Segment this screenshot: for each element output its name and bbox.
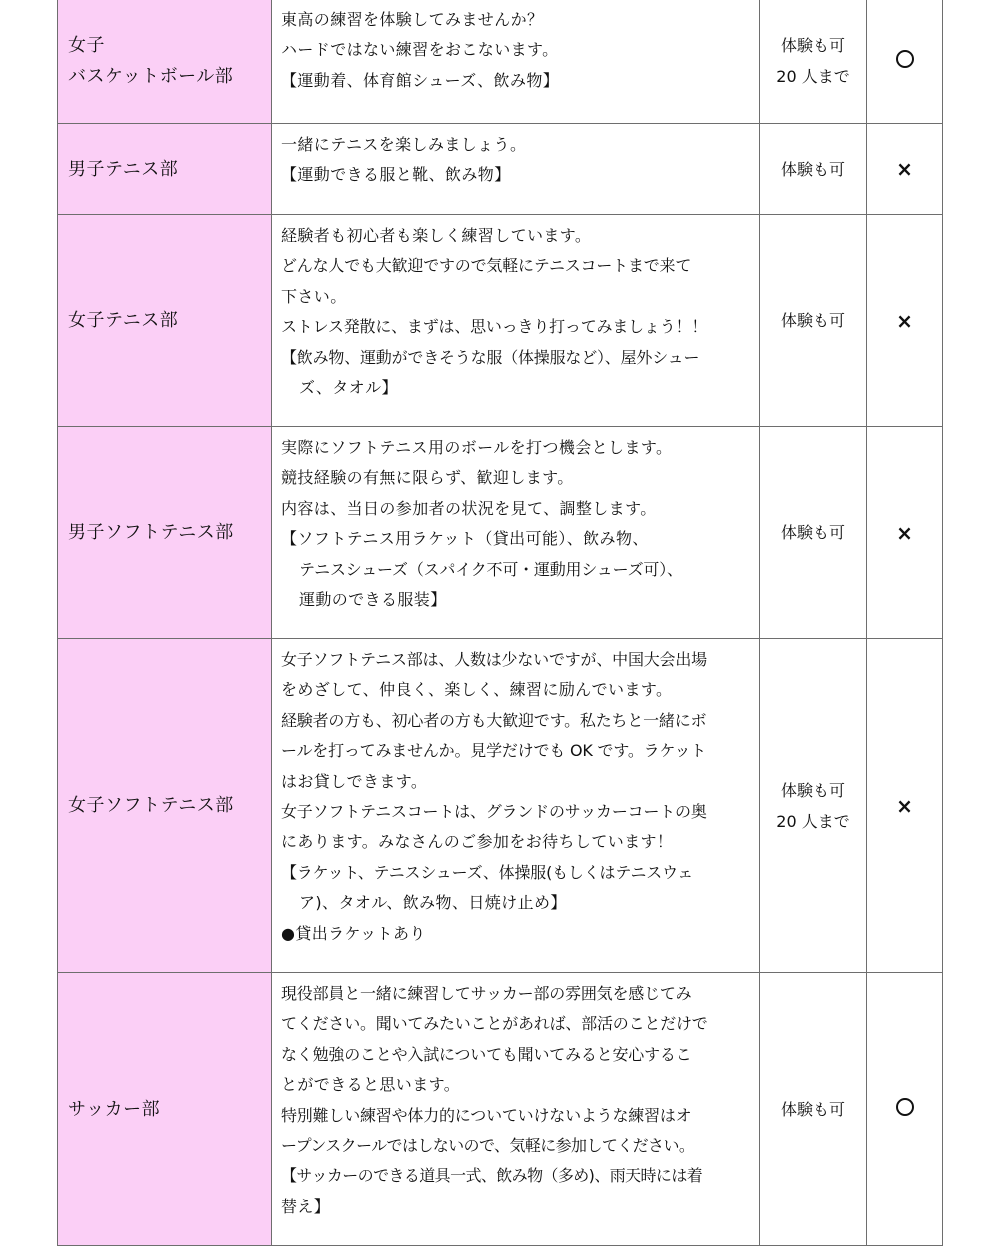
description-line: 【飲み物、運動ができそうな服（体操服など）、屋外シュー	[281, 347, 700, 367]
description-line: ●貸出ラケットあり	[281, 923, 426, 943]
participation-note: 体験も可	[780, 780, 845, 800]
circle-mark-icon	[896, 50, 914, 68]
description-line: なく勉強のことや入試についても聞いてみると安心するこ	[281, 1044, 692, 1064]
club-description-cell	[272, 639, 760, 973]
participation-note: 体験も可	[780, 1099, 845, 1119]
participation-note: 体験も可	[780, 159, 845, 179]
description-line: 一緒にテニスを楽しみましょう。	[281, 135, 527, 154]
participation-note-cell	[760, 215, 867, 427]
club-table	[57, 0, 943, 1246]
description-line: ハードではない練習をおこないます。	[281, 40, 559, 60]
description-line: ズ、タオル】	[299, 378, 398, 398]
description-line: てください。聞いてみたいことがあれば、部活のことだけで	[281, 1014, 708, 1034]
club-description-cell	[272, 0, 760, 124]
participation-limit: 20 人まで	[776, 811, 850, 831]
description-line: 【ソフトテニス用ラケット（貸出可能）、飲み物、	[281, 529, 649, 549]
club-name: 男子ソフトテニス部	[68, 522, 234, 543]
description-line: 【サッカーのできる道具一式、飲み物（多め)、雨天時には着	[281, 1166, 703, 1186]
availability-mark-cell	[867, 215, 943, 427]
cross-mark-icon: ×	[896, 520, 913, 545]
availability-mark-cell	[867, 973, 943, 1246]
club-description-cell	[272, 973, 760, 1246]
description-line: 競技経験の有無に限らず、歓迎します。	[281, 468, 574, 488]
table-row	[58, 639, 943, 973]
participation-note-cell	[760, 0, 867, 124]
description-line: 実際にソフトテニス用のボールを打つ機会とします。	[281, 438, 673, 457]
club-name: 女子ソフトテニス部	[68, 795, 234, 816]
description-line: 特別難しい練習や体力的についていけないような練習はオ	[281, 1105, 692, 1125]
club-name: バスケットボール部	[68, 66, 234, 87]
participation-note: 体験も可	[780, 311, 845, 330]
description-line: 東高の練習を体験してみませんか？	[281, 10, 544, 29]
participation-note-cell	[760, 973, 867, 1246]
club-description-cell	[272, 215, 760, 427]
participation-note-cell	[760, 427, 867, 639]
description-line: 替え】	[281, 1196, 331, 1216]
table-row	[58, 215, 943, 427]
table-row	[58, 973, 943, 1246]
description-line: テニスシューズ（スパイク不可・運動用シューズ可）、	[299, 559, 683, 579]
availability-mark-cell	[867, 639, 943, 973]
club-name-cell	[58, 427, 272, 639]
description-line: 現役部員と一緒に練習してサッカー部の雰囲気を感じてみ	[281, 984, 692, 1003]
table-row	[58, 427, 943, 639]
participation-note-cell	[760, 639, 867, 973]
cross-mark-icon: ×	[896, 308, 913, 333]
club-description-cell	[272, 427, 760, 639]
description-line: ールを打ってみませんか。見学だけでも OK です。ラケット	[281, 741, 707, 761]
description-line: とができると思います。	[281, 1075, 461, 1095]
description-line: 【運動着、体育館シューズ、飲み物】	[281, 70, 560, 90]
description-line: ープンスクールではしないので、気軽に参加してください。	[281, 1136, 695, 1156]
club-name-cell	[58, 215, 272, 427]
club-name-cell	[58, 124, 272, 215]
availability-mark-cell	[867, 124, 943, 215]
description-line: 女子ソフトテニスコートは、グランドのサッカーコートの奥	[281, 802, 707, 822]
table-row	[58, 124, 943, 215]
club-name: サッカー部	[68, 1098, 161, 1120]
club-name: 男子テニス部	[68, 158, 179, 180]
club-name: 女子	[68, 35, 105, 56]
description-line: 下さい。	[281, 286, 347, 306]
cross-mark-icon: ×	[896, 793, 913, 818]
description-line: 女子ソフトテニス部は、人数は少ないですが、中国大会出場	[281, 650, 707, 669]
club-description-cell	[272, 124, 760, 215]
club-name: 女子テニス部	[68, 310, 179, 331]
participation-note-cell	[760, 124, 867, 215]
description-line: どんな人でも大歓迎ですので気軽にテニスコートまで来て	[281, 256, 692, 276]
participation-note: 体験も可	[780, 523, 845, 542]
description-line: ア)、タオル、飲み物、日焼け止め】	[299, 893, 567, 913]
club-name-cell	[58, 639, 272, 973]
description-line: 運動のできる服装】	[299, 590, 447, 610]
club-name-cell	[58, 973, 272, 1246]
description-line: にあります。みなさんのご参加をお待ちしています！	[281, 832, 674, 852]
participation-limit: 20 人まで	[776, 67, 850, 86]
description-line: ストレス発散に、まずは、思いっきり打ってみましょう！！	[281, 317, 708, 337]
table-row	[58, 0, 943, 124]
club-name-cell	[58, 0, 272, 124]
availability-mark-cell	[867, 427, 943, 639]
availability-mark-cell	[867, 0, 943, 124]
description-line: はお貸しできます。	[281, 771, 428, 791]
description-line: 【運動できる服と靴、飲み物】	[281, 165, 511, 185]
description-line: 経験者も初心者も楽しく練習しています。	[281, 226, 592, 245]
description-line: をめざして、仲良く、楽しく、練習に励んでいます。	[281, 680, 673, 700]
description-line: 経験者の方も、初心者の方も大歓迎です。私たちと一緒にボ	[281, 710, 707, 730]
description-line: 【ラケット、テニスシューズ、体操服(もしくはテニスウェ	[281, 862, 694, 882]
description-line: 内容は、当日の参加者の状況を見て、調整します。	[281, 498, 657, 518]
circle-mark-icon	[896, 1098, 914, 1116]
cross-mark-icon: ×	[896, 157, 913, 181]
participation-note: 体験も可	[780, 36, 845, 55]
